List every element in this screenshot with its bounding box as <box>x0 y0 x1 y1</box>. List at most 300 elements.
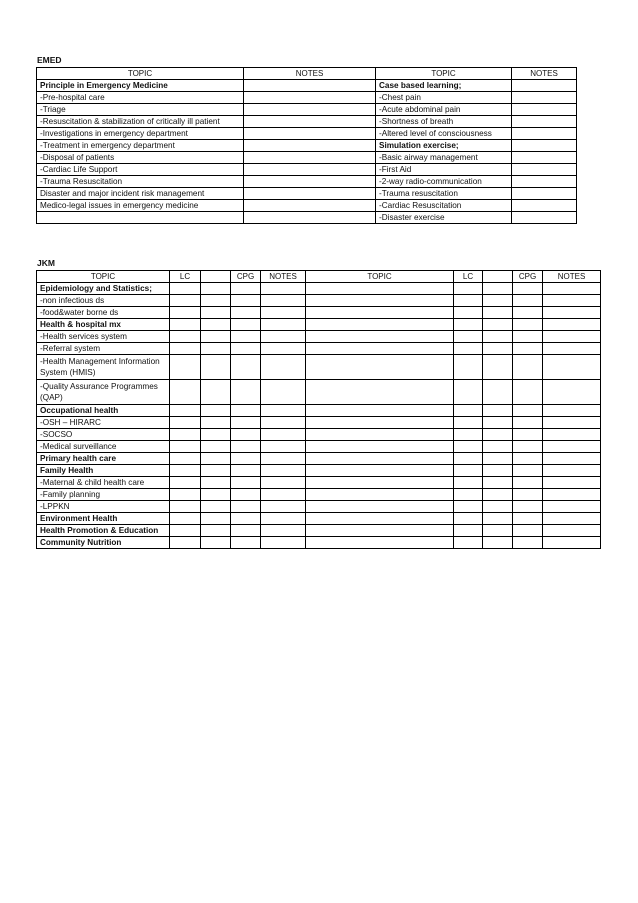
jkm-blank-cell <box>483 307 513 319</box>
jkm-cpg-cell <box>513 453 543 465</box>
jkm-blank-cell <box>201 429 231 441</box>
jkm-lc-cell <box>454 380 483 405</box>
jkm-blank-cell <box>483 283 513 295</box>
jkm-row <box>37 417 601 429</box>
jkm-topic-cell <box>306 343 454 355</box>
jkm-topic-cell: -Quality Assurance Programmes (QAP) <box>37 380 170 405</box>
emed-row <box>37 152 577 164</box>
jkm-lc-cell <box>170 453 201 465</box>
jkm-lc-cell <box>170 343 201 355</box>
jkm-blank-cell <box>201 417 231 429</box>
jkm-topic-cell <box>306 537 454 549</box>
emed-row <box>37 200 577 212</box>
jkm-blank-cell <box>201 453 231 465</box>
jkm-cpg-cell <box>513 343 543 355</box>
jkm-lc-cell <box>454 429 483 441</box>
emed-topic-cell: -Disaster exercise <box>376 212 512 224</box>
jkm-topic-cell <box>306 283 454 295</box>
jkm-blank-cell <box>483 405 513 417</box>
jkm-blank-cell <box>483 295 513 307</box>
emed-topic-cell: -Disposal of patients <box>37 152 244 164</box>
jkm-cpg-cell <box>513 513 543 525</box>
jkm-topic-cell <box>306 489 454 501</box>
jkm-notes-cell <box>261 489 306 501</box>
jkm-blank-cell <box>483 429 513 441</box>
jkm-topic-cell: -SOCSO <box>37 429 170 441</box>
jkm-lc-cell <box>170 405 201 417</box>
emed-topic-cell: -Acute abdominal pain <box>376 104 512 116</box>
jkm-cpg-cell <box>513 380 543 405</box>
jkm-blank-cell <box>483 331 513 343</box>
jkm-lc-cell <box>170 489 201 501</box>
emed-row <box>37 164 577 176</box>
emed-topic-cell: -Cardiac Resuscitation <box>376 200 512 212</box>
jkm-blank-cell <box>483 525 513 537</box>
emed-title: EMED <box>37 55 62 65</box>
jkm-cpg-cell <box>231 489 261 501</box>
jkm-topic-cell: Epidemiology and Statistics; <box>37 283 170 295</box>
emed-row <box>37 104 577 116</box>
jkm-blank-cell <box>483 501 513 513</box>
emed-topic-cell: -Trauma resuscitation <box>376 188 512 200</box>
jkm-notes-cell <box>261 319 306 331</box>
jkm-lc-cell <box>454 537 483 549</box>
jkm-topic-cell: Environment Health <box>37 513 170 525</box>
jkm-lc-cell <box>454 513 483 525</box>
emed-notes-cell <box>244 212 376 224</box>
jkm-notes-cell <box>261 331 306 343</box>
jkm-blank-cell <box>483 441 513 453</box>
emed-row <box>37 92 577 104</box>
jkm-lc-cell <box>454 343 483 355</box>
jkm-cpg-cell <box>513 477 543 489</box>
jkm-cpg-cell <box>231 417 261 429</box>
jkm-cpg-cell <box>513 307 543 319</box>
jkm-notes-cell <box>261 429 306 441</box>
jkm-notes-cell <box>261 441 306 453</box>
jkm-row <box>37 465 601 477</box>
emed-notes-cell <box>244 140 376 152</box>
jkm-lc-cell <box>454 355 483 380</box>
emed-notes-cell <box>244 164 376 176</box>
jkm-notes-cell <box>543 513 601 525</box>
jkm-topic-cell: Primary health care <box>37 453 170 465</box>
jkm-topic-cell <box>306 355 454 380</box>
jkm-lc-cell <box>170 477 201 489</box>
emed-topic-cell: -Investigations in emergency department <box>37 128 244 140</box>
jkm-topic-cell: -OSH – HIRARC <box>37 417 170 429</box>
jkm-cpg-cell <box>231 501 261 513</box>
jkm-topic-cell <box>306 453 454 465</box>
emed-notes-cell <box>244 188 376 200</box>
jkm-notes-cell <box>543 537 601 549</box>
jkm-lc-cell <box>170 501 201 513</box>
jkm-blank-cell <box>201 477 231 489</box>
jkm-cpg-cell <box>231 295 261 307</box>
jkm-blank-cell <box>201 307 231 319</box>
jkm-cpg-cell <box>513 465 543 477</box>
jkm-notes-cell <box>543 319 601 331</box>
jkm-blank-cell <box>201 405 231 417</box>
emed-topic-cell: Simulation exercise; <box>376 140 512 152</box>
jkm-topic-cell: Health & hospital mx <box>37 319 170 331</box>
jkm-cpg-cell <box>231 405 261 417</box>
emed-topic-cell: -Altered level of consciousness <box>376 128 512 140</box>
jkm-cpg-cell <box>513 441 543 453</box>
jkm-topic-cell <box>306 380 454 405</box>
jkm-lc-cell <box>170 417 201 429</box>
emed-header-notes: NOTES <box>512 68 577 80</box>
jkm-lc-cell <box>170 380 201 405</box>
jkm-row <box>37 331 601 343</box>
jkm-row <box>37 405 601 417</box>
jkm-lc-cell <box>454 331 483 343</box>
emed-topic-cell: -Chest pain <box>376 92 512 104</box>
emed-header-topic: TOPIC <box>37 68 244 80</box>
jkm-lc-cell <box>454 477 483 489</box>
emed-row <box>37 212 577 224</box>
jkm-lc-cell <box>454 405 483 417</box>
jkm-topic-cell: Occupational health <box>37 405 170 417</box>
jkm-notes-cell <box>543 477 601 489</box>
jkm-cpg-cell <box>231 441 261 453</box>
jkm-title: JKM <box>37 258 55 268</box>
jkm-cpg-cell <box>513 501 543 513</box>
jkm-cpg-cell <box>231 380 261 405</box>
jkm-topic-cell: -Medical surveillance <box>37 441 170 453</box>
emed-topic-cell: -Treatment in emergency department <box>37 140 244 152</box>
jkm-cpg-cell <box>231 477 261 489</box>
jkm-cpg-cell <box>231 343 261 355</box>
jkm-lc-cell <box>454 489 483 501</box>
jkm-notes-cell <box>543 355 601 380</box>
jkm-lc-cell <box>454 319 483 331</box>
jkm-topic-cell: -food&water borne ds <box>37 307 170 319</box>
emed-notes-cell <box>512 128 577 140</box>
emed-notes-cell <box>512 188 577 200</box>
jkm-notes-cell <box>261 417 306 429</box>
jkm-cpg-cell <box>513 319 543 331</box>
jkm-row <box>37 537 601 549</box>
emed-notes-cell <box>244 92 376 104</box>
jkm-topic-cell <box>306 417 454 429</box>
jkm-row <box>37 513 601 525</box>
jkm-row <box>37 453 601 465</box>
jkm-cpg-cell <box>513 405 543 417</box>
emed-topic-cell: Case based learning; <box>376 80 512 92</box>
jkm-notes-cell <box>261 343 306 355</box>
jkm-blank-cell <box>201 295 231 307</box>
jkm-cpg-cell <box>513 331 543 343</box>
emed-topic-cell: -Triage <box>37 104 244 116</box>
jkm-topic-cell <box>306 307 454 319</box>
emed-notes-cell <box>244 80 376 92</box>
jkm-blank-cell <box>201 283 231 295</box>
jkm-notes-cell <box>261 453 306 465</box>
jkm-notes-cell <box>543 441 601 453</box>
jkm-cpg-cell <box>513 295 543 307</box>
jkm-header-blank <box>483 271 513 283</box>
emed-row <box>37 116 577 128</box>
jkm-cpg-cell <box>513 525 543 537</box>
jkm-row <box>37 525 601 537</box>
jkm-lc-cell <box>170 537 201 549</box>
emed-notes-cell <box>244 116 376 128</box>
jkm-topic-cell <box>306 513 454 525</box>
jkm-topic-cell: -Referral system <box>37 343 170 355</box>
jkm-row <box>37 355 601 380</box>
jkm-notes-cell <box>543 380 601 405</box>
jkm-notes-cell <box>543 501 601 513</box>
jkm-row <box>37 380 601 405</box>
jkm-topic-cell <box>306 295 454 307</box>
jkm-notes-cell <box>543 283 601 295</box>
jkm-notes-cell <box>261 477 306 489</box>
jkm-blank-cell <box>483 453 513 465</box>
emed-topic-cell: -Trauma Resuscitation <box>37 176 244 188</box>
emed-row <box>37 140 577 152</box>
jkm-notes-cell <box>261 380 306 405</box>
jkm-blank-cell <box>483 343 513 355</box>
jkm-lc-cell <box>454 501 483 513</box>
jkm-cpg-cell <box>231 453 261 465</box>
jkm-header-blank <box>201 271 231 283</box>
emed-topic-cell: -Pre-hospital care <box>37 92 244 104</box>
emed-notes-cell <box>244 200 376 212</box>
emed-row <box>37 176 577 188</box>
jkm-topic-cell: Community Nutrition <box>37 537 170 549</box>
emed-topic-cell: -Cardiac Life Support <box>37 164 244 176</box>
jkm-notes-cell <box>543 343 601 355</box>
jkm-header-lc: LC <box>454 271 483 283</box>
jkm-lc-cell <box>170 525 201 537</box>
jkm-lc-cell <box>454 307 483 319</box>
emed-notes-cell <box>512 200 577 212</box>
jkm-notes-cell <box>543 307 601 319</box>
jkm-header-topic: TOPIC <box>37 271 170 283</box>
jkm-topic-cell: -Health services system <box>37 331 170 343</box>
jkm-row <box>37 295 601 307</box>
jkm-cpg-cell <box>513 489 543 501</box>
jkm-lc-cell <box>170 465 201 477</box>
jkm-lc-cell <box>170 331 201 343</box>
jkm-blank-cell <box>201 465 231 477</box>
jkm-blank-cell <box>483 417 513 429</box>
jkm-topic-cell <box>306 477 454 489</box>
emed-notes-cell <box>512 140 577 152</box>
emed-notes-cell <box>512 176 577 188</box>
jkm-cpg-cell <box>231 331 261 343</box>
jkm-notes-cell <box>261 501 306 513</box>
jkm-topic-cell: -Family planning <box>37 489 170 501</box>
jkm-blank-cell <box>201 380 231 405</box>
jkm-lc-cell <box>454 525 483 537</box>
emed-topic-cell <box>37 212 244 224</box>
jkm-cpg-cell <box>513 429 543 441</box>
emed-table <box>36 67 577 224</box>
jkm-cpg-cell <box>513 355 543 380</box>
jkm-blank-cell <box>201 537 231 549</box>
jkm-topic-cell: Health Promotion & Education <box>37 525 170 537</box>
jkm-blank-cell <box>201 319 231 331</box>
jkm-lc-cell <box>454 417 483 429</box>
jkm-lc-cell <box>454 295 483 307</box>
jkm-notes-cell <box>261 537 306 549</box>
jkm-table <box>36 270 601 549</box>
jkm-blank-cell <box>201 343 231 355</box>
jkm-cpg-cell <box>231 537 261 549</box>
jkm-blank-cell <box>483 355 513 380</box>
jkm-cpg-cell <box>231 307 261 319</box>
emed-topic-cell: -First Aid <box>376 164 512 176</box>
emed-notes-cell <box>512 104 577 116</box>
jkm-notes-cell <box>543 429 601 441</box>
jkm-row <box>37 429 601 441</box>
jkm-cpg-cell <box>513 283 543 295</box>
jkm-notes-cell <box>261 283 306 295</box>
emed-notes-cell <box>244 152 376 164</box>
jkm-topic-cell <box>306 525 454 537</box>
jkm-lc-cell <box>170 513 201 525</box>
jkm-notes-cell <box>543 489 601 501</box>
jkm-lc-cell <box>454 453 483 465</box>
jkm-header-row <box>37 271 601 283</box>
jkm-lc-cell <box>170 283 201 295</box>
jkm-notes-cell <box>543 331 601 343</box>
jkm-notes-cell <box>261 513 306 525</box>
jkm-notes-cell <box>543 525 601 537</box>
jkm-topic-cell <box>306 441 454 453</box>
jkm-blank-cell <box>201 331 231 343</box>
jkm-blank-cell <box>483 537 513 549</box>
jkm-lc-cell <box>170 307 201 319</box>
emed-header-topic: TOPIC <box>376 68 512 80</box>
jkm-lc-cell <box>170 441 201 453</box>
emed-header-row <box>37 68 577 80</box>
jkm-blank-cell <box>201 525 231 537</box>
jkm-notes-cell <box>543 453 601 465</box>
jkm-header-topic: TOPIC <box>306 271 454 283</box>
emed-topic-cell: -Shortness of breath <box>376 116 512 128</box>
jkm-blank-cell <box>483 465 513 477</box>
emed-topic-cell: -Resuscitation & stabilization of critically ill patient <box>37 116 244 128</box>
jkm-header-cpg: CPG <box>513 271 543 283</box>
jkm-notes-cell <box>261 405 306 417</box>
jkm-blank-cell <box>483 489 513 501</box>
emed-topic-cell: Principle in Emergency Medicine <box>37 80 244 92</box>
emed-notes-cell <box>244 128 376 140</box>
jkm-notes-cell <box>261 465 306 477</box>
emed-notes-cell <box>512 92 577 104</box>
jkm-topic-cell: -non infectious ds <box>37 295 170 307</box>
jkm-blank-cell <box>483 513 513 525</box>
emed-notes-cell <box>512 212 577 224</box>
jkm-lc-cell <box>170 429 201 441</box>
jkm-topic-cell <box>306 405 454 417</box>
jkm-notes-cell <box>543 295 601 307</box>
jkm-notes-cell <box>543 405 601 417</box>
jkm-cpg-cell <box>231 465 261 477</box>
emed-header-notes: NOTES <box>244 68 376 80</box>
emed-notes-cell <box>512 80 577 92</box>
jkm-cpg-cell <box>231 283 261 295</box>
jkm-notes-cell <box>543 417 601 429</box>
emed-row <box>37 188 577 200</box>
jkm-topic-cell: -LPPKN <box>37 501 170 513</box>
jkm-lc-cell <box>170 319 201 331</box>
jkm-notes-cell <box>261 355 306 380</box>
emed-notes-cell <box>244 104 376 116</box>
jkm-notes-cell <box>543 465 601 477</box>
jkm-cpg-cell <box>513 537 543 549</box>
emed-notes-cell <box>512 152 577 164</box>
jkm-row <box>37 319 601 331</box>
jkm-header-notes: NOTES <box>261 271 306 283</box>
emed-topic-cell: Disaster and major incident risk management <box>37 188 244 200</box>
jkm-row <box>37 307 601 319</box>
jkm-row <box>37 489 601 501</box>
jkm-blank-cell <box>201 501 231 513</box>
jkm-topic-cell: -Health Management Information System (HMIS) <box>37 355 170 380</box>
jkm-header-lc: LC <box>170 271 201 283</box>
jkm-topic-cell <box>306 465 454 477</box>
jkm-row <box>37 283 601 295</box>
jkm-blank-cell <box>201 489 231 501</box>
jkm-cpg-cell <box>231 513 261 525</box>
jkm-topic-cell <box>306 331 454 343</box>
jkm-row <box>37 441 601 453</box>
jkm-header-cpg: CPG <box>231 271 261 283</box>
emed-row <box>37 80 577 92</box>
jkm-blank-cell <box>483 477 513 489</box>
jkm-cpg-cell <box>231 525 261 537</box>
jkm-lc-cell <box>454 441 483 453</box>
jkm-notes-cell <box>261 525 306 537</box>
jkm-cpg-cell <box>231 429 261 441</box>
jkm-blank-cell <box>483 380 513 405</box>
jkm-lc-cell <box>454 465 483 477</box>
emed-notes-cell <box>512 164 577 176</box>
jkm-row <box>37 501 601 513</box>
jkm-cpg-cell <box>513 417 543 429</box>
emed-topic-cell: -2-way radio-communication <box>376 176 512 188</box>
jkm-blank-cell <box>201 513 231 525</box>
jkm-lc-cell <box>170 295 201 307</box>
jkm-notes-cell <box>261 307 306 319</box>
jkm-lc-cell <box>454 283 483 295</box>
emed-topic-cell: -Basic airway management <box>376 152 512 164</box>
jkm-cpg-cell <box>231 319 261 331</box>
jkm-blank-cell <box>483 319 513 331</box>
jkm-topic-cell <box>306 429 454 441</box>
jkm-topic-cell <box>306 319 454 331</box>
jkm-topic-cell: Family Health <box>37 465 170 477</box>
jkm-topic-cell <box>306 501 454 513</box>
emed-topic-cell: Medico-legal issues in emergency medicine <box>37 200 244 212</box>
emed-row <box>37 128 577 140</box>
jkm-row <box>37 343 601 355</box>
jkm-topic-cell: -Maternal & child health care <box>37 477 170 489</box>
jkm-cpg-cell <box>231 355 261 380</box>
jkm-row <box>37 477 601 489</box>
jkm-blank-cell <box>201 441 231 453</box>
jkm-notes-cell <box>261 295 306 307</box>
emed-notes-cell <box>244 176 376 188</box>
jkm-lc-cell <box>170 355 201 380</box>
jkm-header-notes: NOTES <box>543 271 601 283</box>
jkm-blank-cell <box>201 355 231 380</box>
emed-notes-cell <box>512 116 577 128</box>
